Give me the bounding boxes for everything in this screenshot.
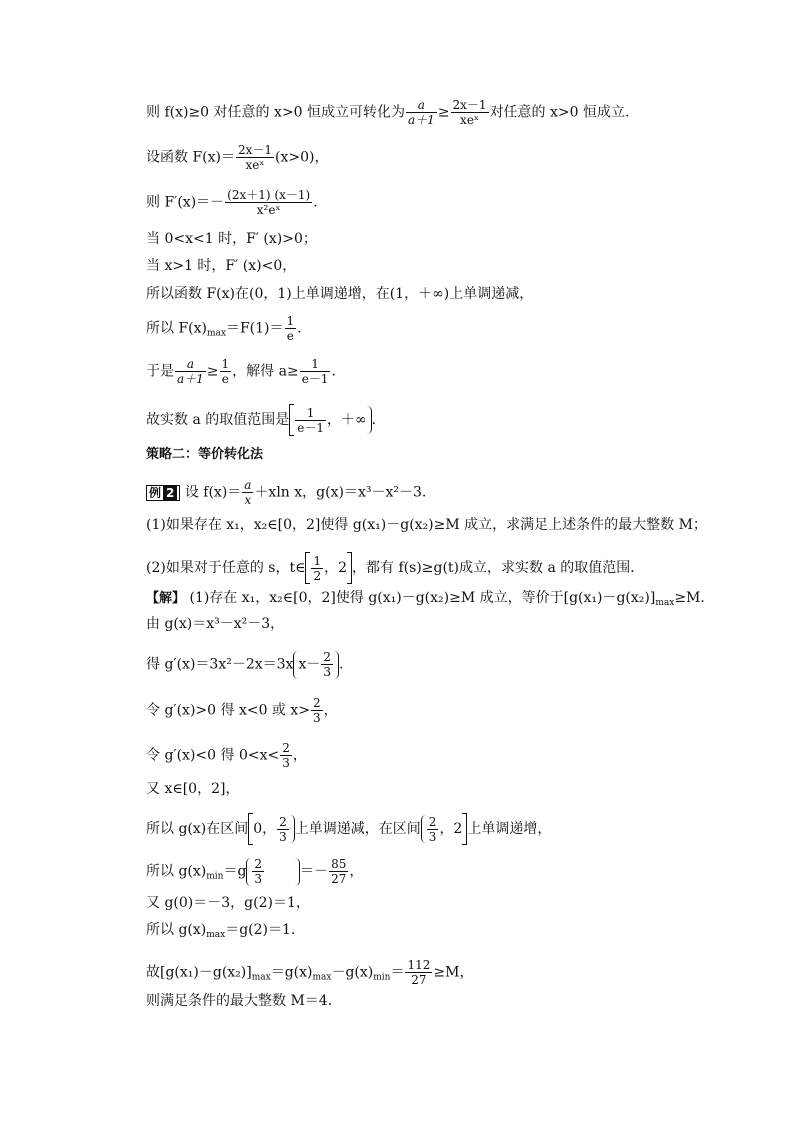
line-1: 则 f(x)≥0 对任意的 x>0 恒成立可转化为 $\frac{a}{a+1}$ ≥ $\frac{2x-1}{\text{xeˣ}}$ 对任意的 x>0 恒成立． — [146, 98, 639, 127]
fraction: $\frac{2}{3}$ — [279, 814, 287, 844]
line-23: 所以 $g(x)_{max}=g(2)=1$. — [146, 922, 296, 940]
line-9: 故实数 a 的取值范围是 $\frac{1}{e-1}$ ，＋∞ . — [146, 405, 377, 435]
line-15: 由 g(x)＝x³－x²－3， — [146, 616, 285, 632]
line-4: 当 0<x<1 时，F′ (x)>0； — [146, 231, 317, 247]
line-24: 故$[g(x_1)-g(x_2)]_{max}=g(x)_{max}-g(x)_{min}=$ $\frac{112}{27}$ ≥M， — [146, 958, 474, 987]
line-5: 当 x>1 时，F′ (x)<0， — [146, 258, 297, 274]
line-18: 令 g′(x)<0 得 0<x< $\frac{2}{3}$ ， — [146, 741, 307, 770]
line-20: 所以 g(x)在区间 0， $\frac{2}{3}$ 上单调递减，在区间 $\frac{2}{3}$ ，2 上单调递增， — [146, 814, 552, 844]
line-11: 例 2 设 f(x)＝ $\frac{a}{x}$ ＋xln x，g(x)＝x³－x²－3. — [146, 478, 426, 507]
fraction: $\frac{1}{2}$ — [313, 553, 322, 583]
line-13: (2)如果对于任意的 s，t∈ $\frac{1}{2}$ ，2 ，都有 f(s)≥g(t)成立，求实数 a 的取值范围． — [146, 553, 645, 583]
line-6: 所以函数 F(x)在(0，1)上单调递增，在(1，＋∞)上单调递减， — [146, 286, 534, 302]
line-2: 设函数 F(x)＝ $\frac{2x-1}{\text{xeˣ}}$ (x>0)， — [146, 143, 329, 172]
example-tag: 例 2 — [146, 485, 180, 501]
line-7: 所以 $F(x)_{max}=F(1)=$ $\frac{1}{e}$ . — [146, 314, 302, 343]
line-12: (1)如果存在 x₁，x₂∈[0，2]使得 g(x₁)－g(x₂)≥M 成立，求满足上述条件的最大整数 M； — [146, 517, 707, 533]
line-19: 又 x∈[0，2]， — [146, 781, 240, 797]
fraction: $\frac{2}{3}$ — [282, 741, 290, 770]
fraction: $\frac{2}{3}$ — [323, 650, 331, 679]
line-25: 则满足条件的最大整数 M＝4. — [146, 993, 333, 1009]
fraction: $\frac{2}{3}$ — [254, 857, 263, 886]
line-17: 令 g′(x)>0 得 x<0 或 x> $\frac{2}{3}$ ， — [146, 696, 338, 725]
fraction: $\frac{1}{e}$ — [286, 314, 295, 343]
fraction: $\frac{112}{27}$ — [407, 958, 431, 987]
section-heading: 策略二：等价转化法 — [146, 447, 264, 462]
fraction: $\frac{1}{e}$ — [221, 357, 230, 386]
line-22: 又 g(0)＝－3，g(2)＝1， — [146, 895, 310, 911]
line-21: 所以 $g(x)_{min}=g$ $\frac{2}{3}$ ＝－ $\frac{85}{27}$ ， — [146, 857, 364, 886]
fraction: $\frac{a}{a+1}$ — [407, 98, 435, 127]
fraction: $\frac{85}{27}$ — [331, 857, 347, 886]
fraction: $\frac{1}{e-1}$ — [297, 405, 324, 435]
fraction: $\frac{2}{3}$ — [313, 696, 321, 725]
line-16: 得 g′(x)＝3x²－2x＝3x x－ $\frac{2}{3}$ . — [146, 650, 344, 679]
fraction: $\frac{1}{e-1}$ — [301, 357, 329, 386]
fraction: $\frac{2}{3}$ — [428, 814, 437, 844]
fraction: $\frac{2x-1}{\text{xeˣ}}$ — [237, 143, 273, 172]
fraction: $\frac{(2x+1) (x-1)}{\text{x²eˣ}}$ — [227, 188, 311, 217]
line-3: 则 F′(x)＝－ $\frac{(2x+1) (x-1)}{\text{x²eˣ}}$ . — [146, 188, 318, 217]
fraction: $\frac{a}{a+1}$ — [177, 357, 204, 386]
fraction: $\frac{a}{x}$ — [244, 478, 252, 507]
fraction: $\frac{2x-1}{\text{xeˣ}}$ — [452, 98, 487, 127]
line-8: 于是 $\frac{a}{a+1}$ ≥ $\frac{1}{e}$ ，解得 a≥ $\frac{1}{e-1}$ . — [146, 357, 336, 386]
line-14: 【解】 (1)存在 x₁，x₂∈[0，2]使得 g(x₁)－g(x₂)≥M 成立，等价于$[g(x_1)-g(x_2)]_{max}\ge M$. — [146, 590, 705, 608]
